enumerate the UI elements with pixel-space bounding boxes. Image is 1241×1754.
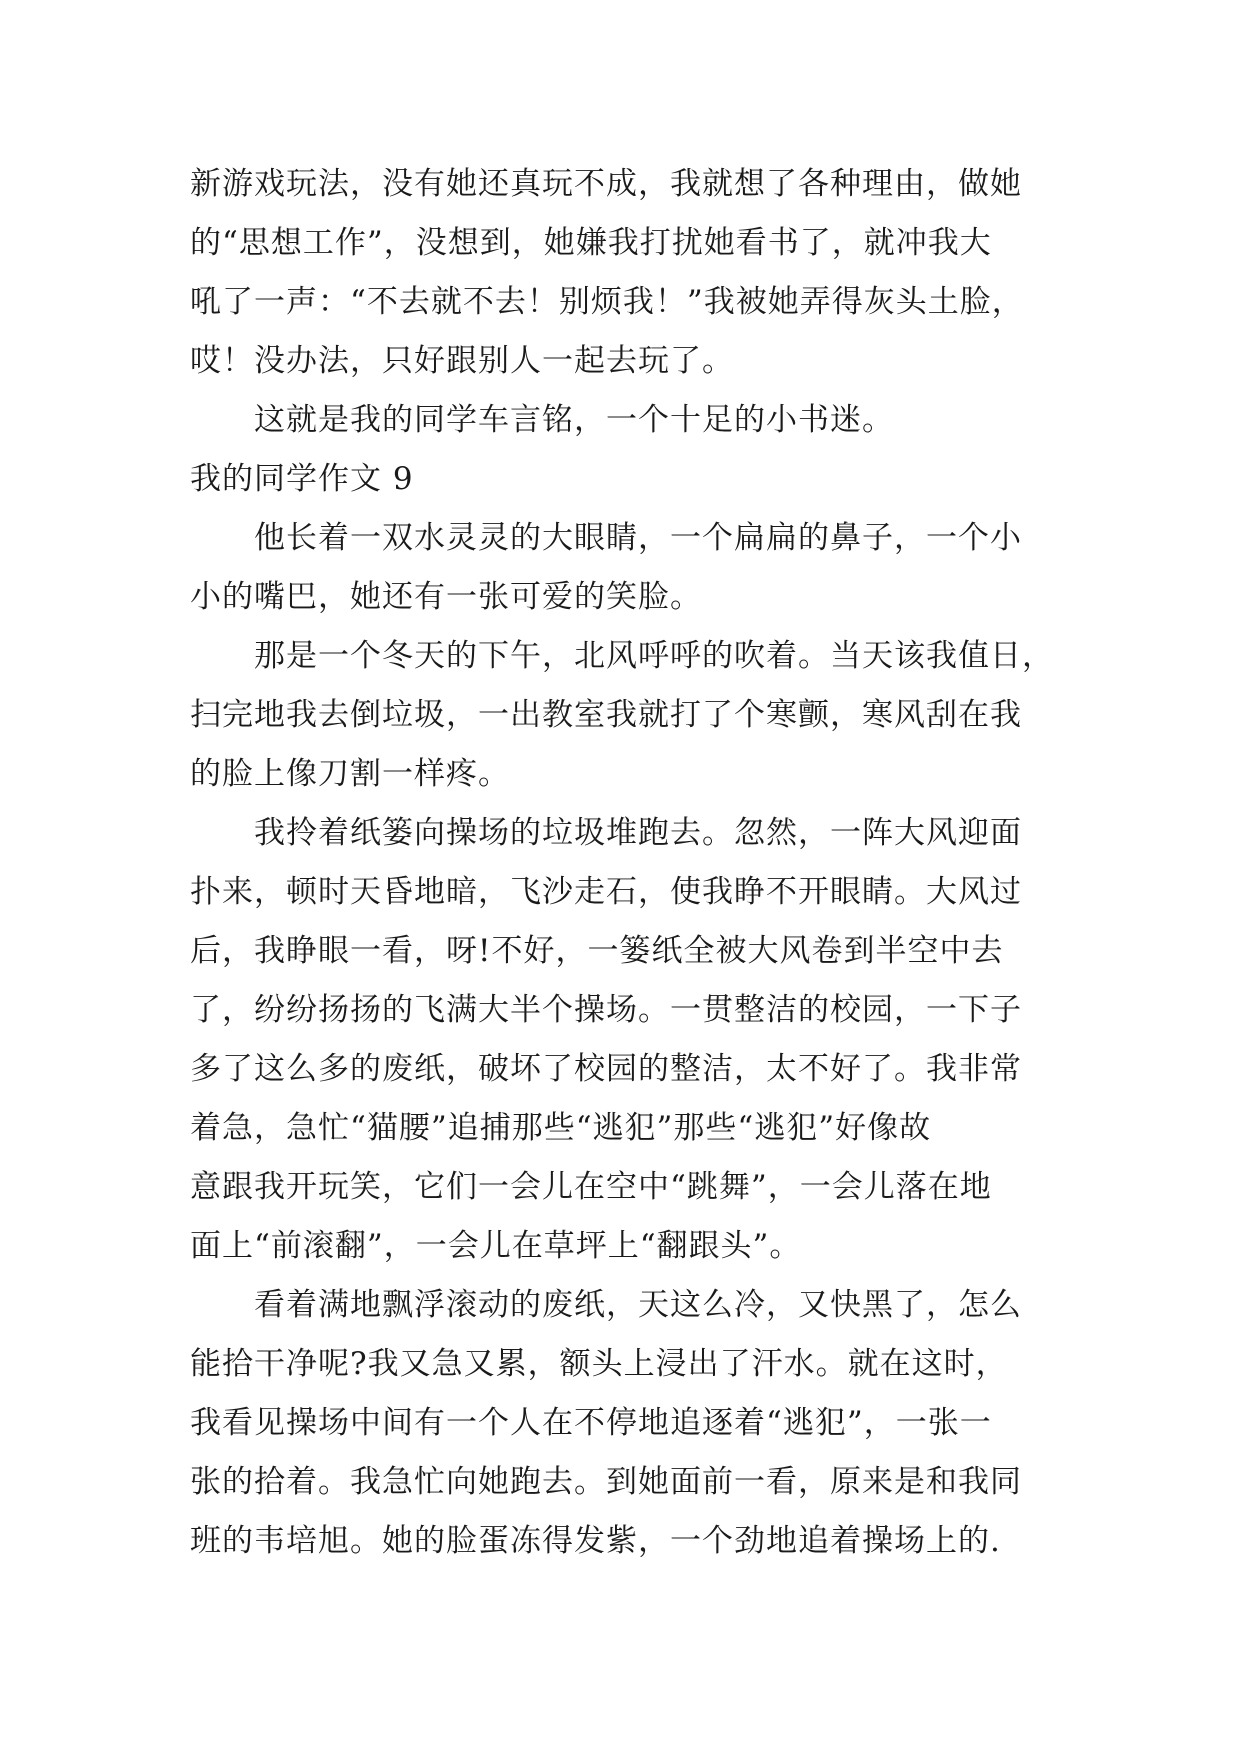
- text-line: 了，纷纷扬扬的飞满大半个操场。一贯整洁的校园，一下子: [190, 992, 1022, 1028]
- text-line: 我看见操场中间有一个人在不停地追逐着“逃犯”，一张一: [190, 1405, 992, 1441]
- text-line: 小的嘴巴，她还有一张可爱的笑脸。: [190, 579, 702, 615]
- text-line: 能拾干净呢?我又急又累，额头上浸出了汗水。就在这时，: [190, 1346, 1008, 1382]
- text-line: 意跟我开玩笑，它们一会儿在空中“跳舞”，一会儿落在地: [190, 1169, 992, 1205]
- document-body: [190, 155, 1070, 1571]
- text-line: 后，我睁眼一看，呀!不好，一篓纸全被大风卷到半空中去: [190, 933, 1004, 969]
- text-line: 张的拾着。我急忙向她跑去。到她面前一看，原来是和我同: [190, 1464, 1022, 1500]
- text-line: 着急，急忙“猫腰”追捕那些“逃犯”那些“逃犯”好像故: [190, 1110, 932, 1146]
- text-line: 他长着一双水灵灵的大眼睛，一个扁扁的鼻子，一个小: [254, 520, 1022, 556]
- text-line: 的脸上像刀割一样疼。: [190, 756, 510, 792]
- text-line: 我拎着纸篓向操场的垃圾堆跑去。忽然，一阵大风迎面: [254, 815, 1022, 851]
- text-line: 吼了一声：“不去就不去！别烦我！”我被她弄得灰头土脸，: [190, 284, 1024, 320]
- text-line: 看着满地飘浮滚动的废纸，天这么冷，又快黑了，怎么: [254, 1287, 1022, 1323]
- text-line: 这就是我的同学车言铭，一个十足的小书迷。: [254, 402, 894, 438]
- text-line: 的“思想工作”，没想到，她嫌我打扰她看书了，就冲我大: [190, 225, 992, 261]
- text-line: 多了这么多的废纸，破坏了校园的整洁，太不好了。我非常: [190, 1051, 1022, 1087]
- text-line: 班的韦培旭。她的脸蛋冻得发紫，一个劲地追着操场上的.: [190, 1523, 1001, 1559]
- text-line: 哎！没办法，只好跟别人一起去玩了。: [190, 343, 734, 379]
- text-line: 新游戏玩法，没有她还真玩不成，我就想了各种理由，做她: [190, 166, 1022, 202]
- section-heading: 我的同学作文 9: [190, 461, 414, 497]
- text-line: 扫完地我去倒垃圾，一出教室我就打了个寒颤，寒风刮在我: [190, 697, 1022, 733]
- text-line: 那是一个冬天的下午，北风呼呼的吹着。当天该我值日，: [254, 638, 1054, 674]
- text-line: 扑来，顿时天昏地暗，飞沙走石，使我睁不开眼睛。大风过: [190, 874, 1022, 910]
- text-line: 面上“前滚翻”，一会儿在草坪上“翻跟头”。: [190, 1228, 802, 1264]
